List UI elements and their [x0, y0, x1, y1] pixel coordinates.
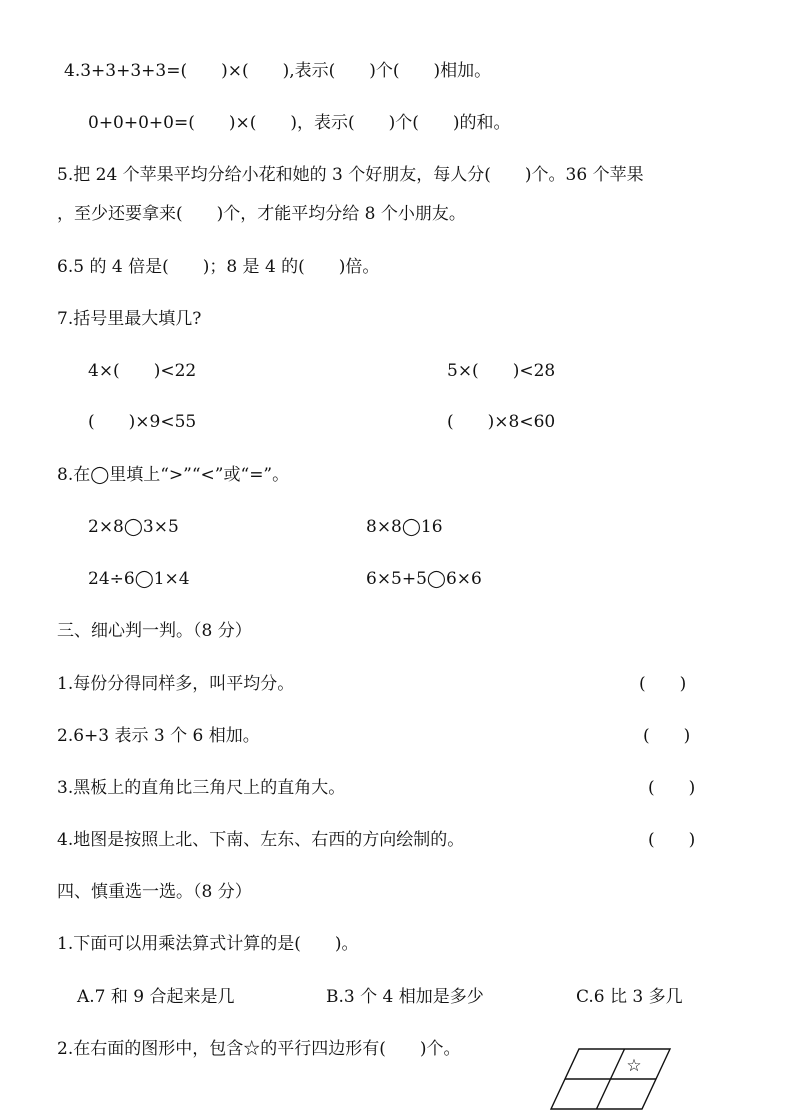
q6-text: 6.5 的 4 倍是( )；8 是 4 的( )倍。 [57, 257, 380, 277]
choice-q1-option-a[interactable]: A.7 和 9 合起来是几 [77, 987, 235, 1007]
choice-q1-option-b[interactable]: B.3 个 4 相加是多少 [326, 987, 484, 1007]
q4-line2: 0+0+0+0=( )×( )，表示( )个( )的和。 [88, 113, 511, 133]
q8-item-c: 24÷6◯1×4 [88, 569, 190, 589]
q7-item-a: 4×( )<22 [88, 361, 197, 381]
q5-line2: ，至少还要拿来( )个，才能平均分给 8 个小朋友。 [57, 204, 466, 224]
star-icon: ☆ [626, 1056, 642, 1076]
parallelogram-figure [548, 1045, 698, 1117]
q8-item-a: 2×8◯3×5 [88, 517, 179, 537]
choice-q1: 1.下面可以用乘法算式计算的是( )。 [57, 934, 359, 954]
judge-bracket-1[interactable]: ( ) [639, 674, 687, 694]
judge-bracket-4[interactable]: ( ) [648, 830, 696, 850]
choice-q2: 2.在右面的图形中，包含☆的平行四边形有( )个。 [57, 1039, 461, 1059]
q7-title: 7.括号里最大填几? [57, 309, 202, 329]
q4-line1: 4.3+3+3+3=( )×( ),表示( )个( )相加。 [64, 61, 492, 81]
section4-title: 四、慎重选一选。（8 分） [57, 882, 252, 902]
q7-item-d: ( )×8<60 [447, 412, 556, 432]
q7-item-b: 5×( )<28 [447, 361, 556, 381]
judge-item-4: 4.地图是按照上北、下南、左东、右西的方向绘制的。 [57, 830, 465, 850]
q7-item-c: ( )×9<55 [88, 412, 197, 432]
q8-item-d: 6×5+5◯6×6 [366, 569, 482, 589]
judge-bracket-3[interactable]: ( ) [648, 778, 696, 798]
judge-item-3: 3.黑板上的直角比三角尺上的直角大。 [57, 778, 346, 798]
q5-line1: 5.把 24 个苹果平均分给小花和她的 3 个好朋友，每人分( )个。36 个苹果 [57, 165, 644, 185]
section3-title: 三、细心判一判。（8 分） [57, 621, 252, 641]
choice-q1-option-c[interactable]: C.6 比 3 多几 [576, 987, 683, 1007]
q8-title: 8.在◯里填上“>”“<”或“=”。 [57, 465, 290, 485]
judge-item-1: 1.每份分得同样多，叫平均分。 [57, 674, 295, 694]
q8-item-b: 8×8◯16 [366, 517, 443, 537]
judge-bracket-2[interactable]: ( ) [643, 726, 691, 746]
judge-item-2: 2.6+3 表示 3 个 6 相加。 [57, 726, 260, 746]
